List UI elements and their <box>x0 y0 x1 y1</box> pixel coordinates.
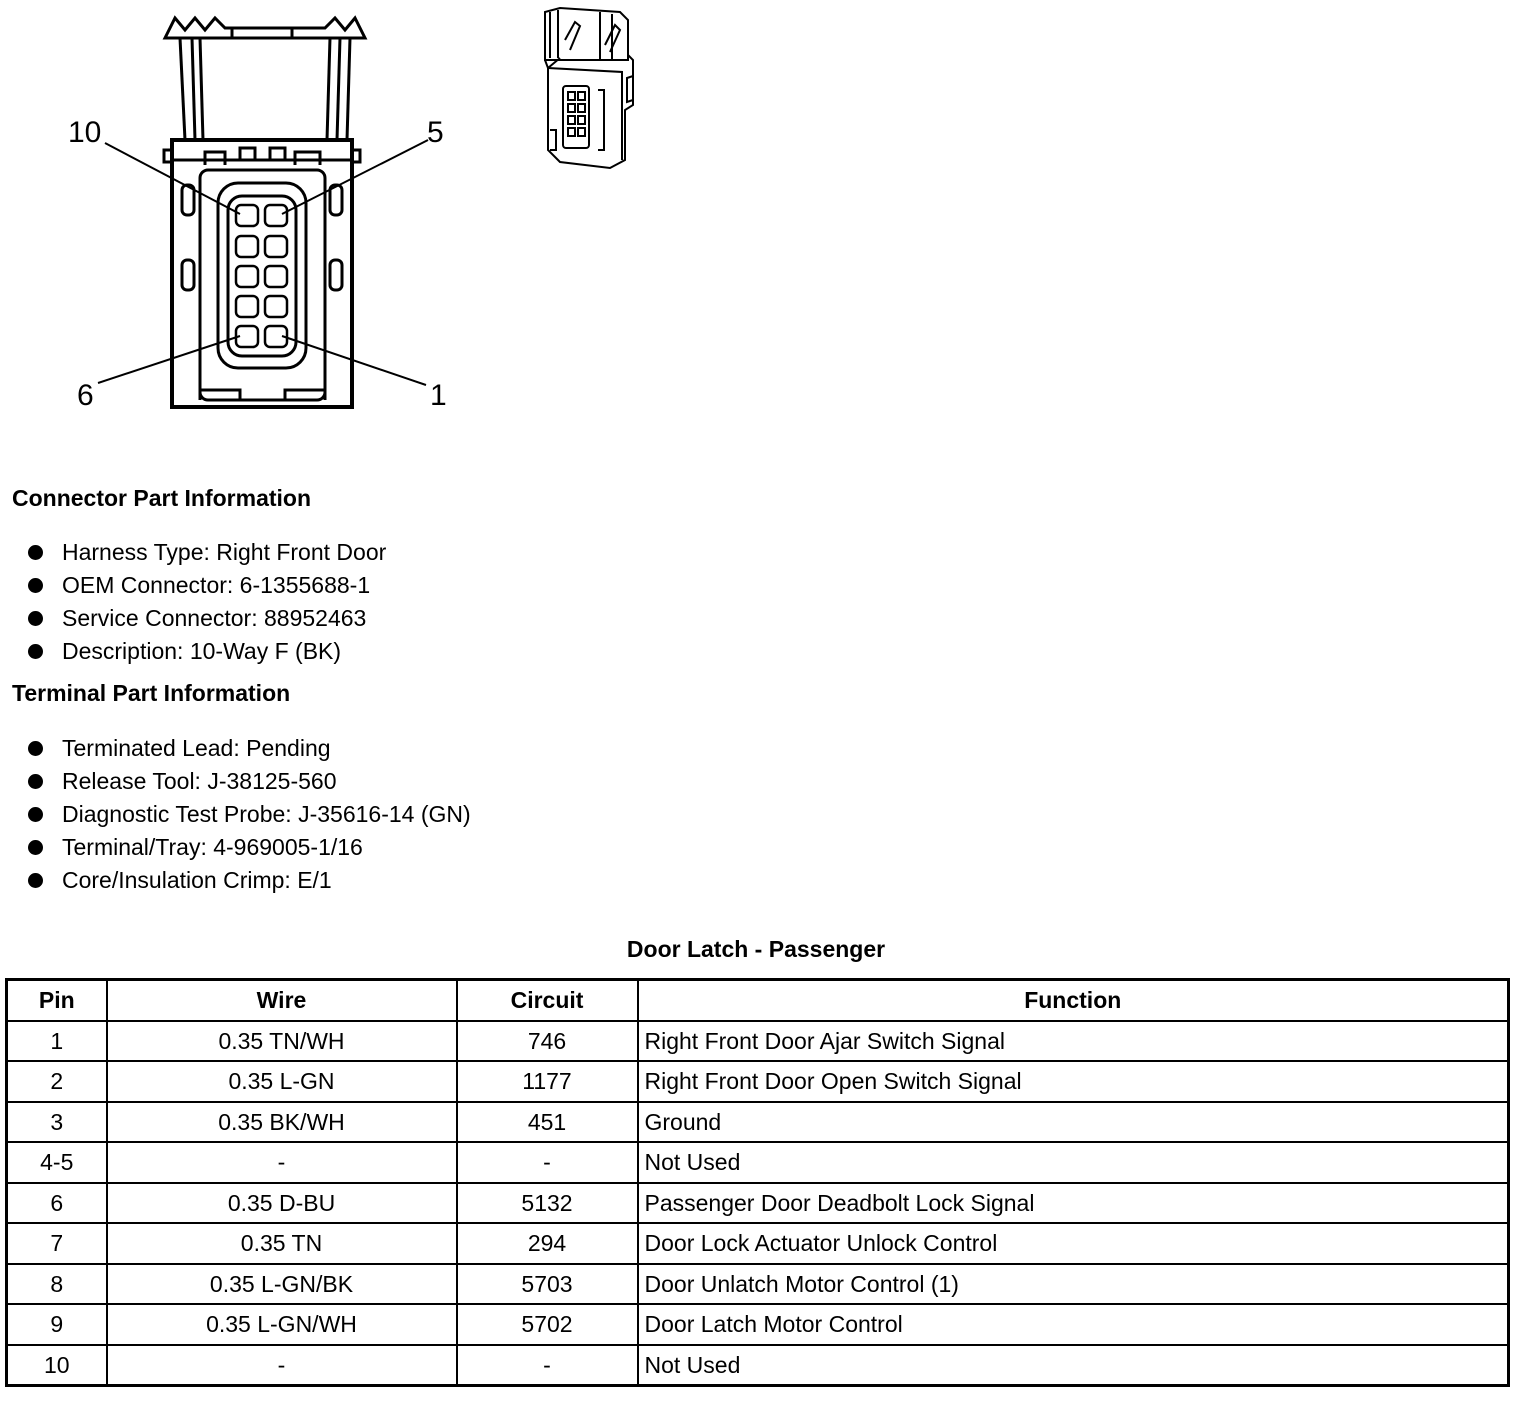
table-row <box>7 1223 1509 1264</box>
cell-pin: 10 <box>7 1345 107 1386</box>
table-title: Door Latch - Passenger <box>626 936 886 962</box>
pin-label-6: 6 <box>77 379 94 412</box>
table-row <box>7 1102 1509 1143</box>
cell-function: Passenger Door Deadbolt Lock Signal <box>638 1183 1509 1224</box>
cell-function: Right Front Door Open Switch Signal <box>638 1061 1509 1102</box>
cell-wire: 0.35 TN/WH <box>107 1021 457 1062</box>
header-wire: Wire <box>107 980 457 1021</box>
cell-wire: 0.35 L-GN/BK <box>107 1264 457 1305</box>
cell-circuit: - <box>457 1345 638 1386</box>
cell-wire: - <box>107 1345 457 1386</box>
cell-pin: 8 <box>7 1264 107 1305</box>
list-item: Terminated Lead: Pending <box>28 734 471 767</box>
header-pin: Pin <box>7 980 107 1021</box>
cell-wire: 0.35 BK/WH <box>107 1102 457 1143</box>
table-row <box>7 1021 1509 1062</box>
table-row <box>7 1304 1509 1345</box>
list-item: Harness Type: Right Front Door <box>28 538 386 571</box>
cell-circuit: 5132 <box>457 1183 638 1224</box>
header-circuit: Circuit <box>457 980 638 1021</box>
table-header-row <box>7 980 1509 1021</box>
cell-function: Right Front Door Ajar Switch Signal <box>638 1021 1509 1062</box>
cell-wire: 0.35 D-BU <box>107 1183 457 1224</box>
cell-circuit: 5703 <box>457 1264 638 1305</box>
cell-circuit: 451 <box>457 1102 638 1143</box>
cell-wire: - <box>107 1142 457 1183</box>
cell-pin: 2 <box>7 1061 107 1102</box>
table-row <box>7 1142 1509 1183</box>
table-row <box>7 1264 1509 1305</box>
list-item: Core/Insulation Crimp: E/1 <box>28 866 471 899</box>
cell-wire: 0.35 L-GN/WH <box>107 1304 457 1345</box>
connector-diagram <box>0 0 700 450</box>
connector-isometric-icon <box>545 8 633 168</box>
list-item: OEM Connector: 6-1355688-1 <box>28 571 386 604</box>
pin-label-5: 5 <box>427 116 444 149</box>
cell-pin: 1 <box>7 1021 107 1062</box>
cell-pin: 7 <box>7 1223 107 1264</box>
connector-info-title: Connector Part Information <box>12 485 312 511</box>
cell-function: Door Latch Motor Control <box>638 1304 1509 1345</box>
cell-function: Door Lock Actuator Unlock Control <box>638 1223 1509 1264</box>
cell-function: Door Unlatch Motor Control (1) <box>638 1264 1509 1305</box>
cell-circuit: 294 <box>457 1223 638 1264</box>
pin-label-10: 10 <box>68 116 102 149</box>
cell-wire: 0.35 L-GN <box>107 1061 457 1102</box>
table-row <box>7 1061 1509 1102</box>
list-item: Terminal/Tray: 4-969005-1/16 <box>28 833 471 866</box>
cell-pin: 9 <box>7 1304 107 1345</box>
cell-circuit: 746 <box>457 1021 638 1062</box>
cell-pin: 6 <box>7 1183 107 1224</box>
cell-function: Not Used <box>638 1142 1509 1183</box>
cell-circuit: 5702 <box>457 1304 638 1345</box>
pinout-table <box>5 978 1510 1387</box>
cell-pin: 4-5 <box>7 1142 107 1183</box>
table-row <box>7 1345 1509 1386</box>
header-function: Function <box>638 980 1509 1021</box>
connector-info-list <box>28 538 386 670</box>
table-row <box>7 1183 1509 1224</box>
cell-wire: 0.35 TN <box>107 1223 457 1264</box>
cell-circuit: - <box>457 1142 638 1183</box>
list-item: Release Tool: J-38125-560 <box>28 767 471 800</box>
list-item: Service Connector: 88952463 <box>28 604 386 637</box>
cell-function: Ground <box>638 1102 1509 1143</box>
list-item: Diagnostic Test Probe: J-35616-14 (GN) <box>28 800 471 833</box>
terminal-info-list <box>28 734 471 899</box>
pin-label-1: 1 <box>430 379 447 412</box>
cell-pin: 3 <box>7 1102 107 1143</box>
cell-circuit: 1177 <box>457 1061 638 1102</box>
terminal-info-title: Terminal Part Information <box>12 680 291 706</box>
cell-function: Not Used <box>638 1345 1509 1386</box>
list-item: Description: 10-Way F (BK) <box>28 637 386 670</box>
